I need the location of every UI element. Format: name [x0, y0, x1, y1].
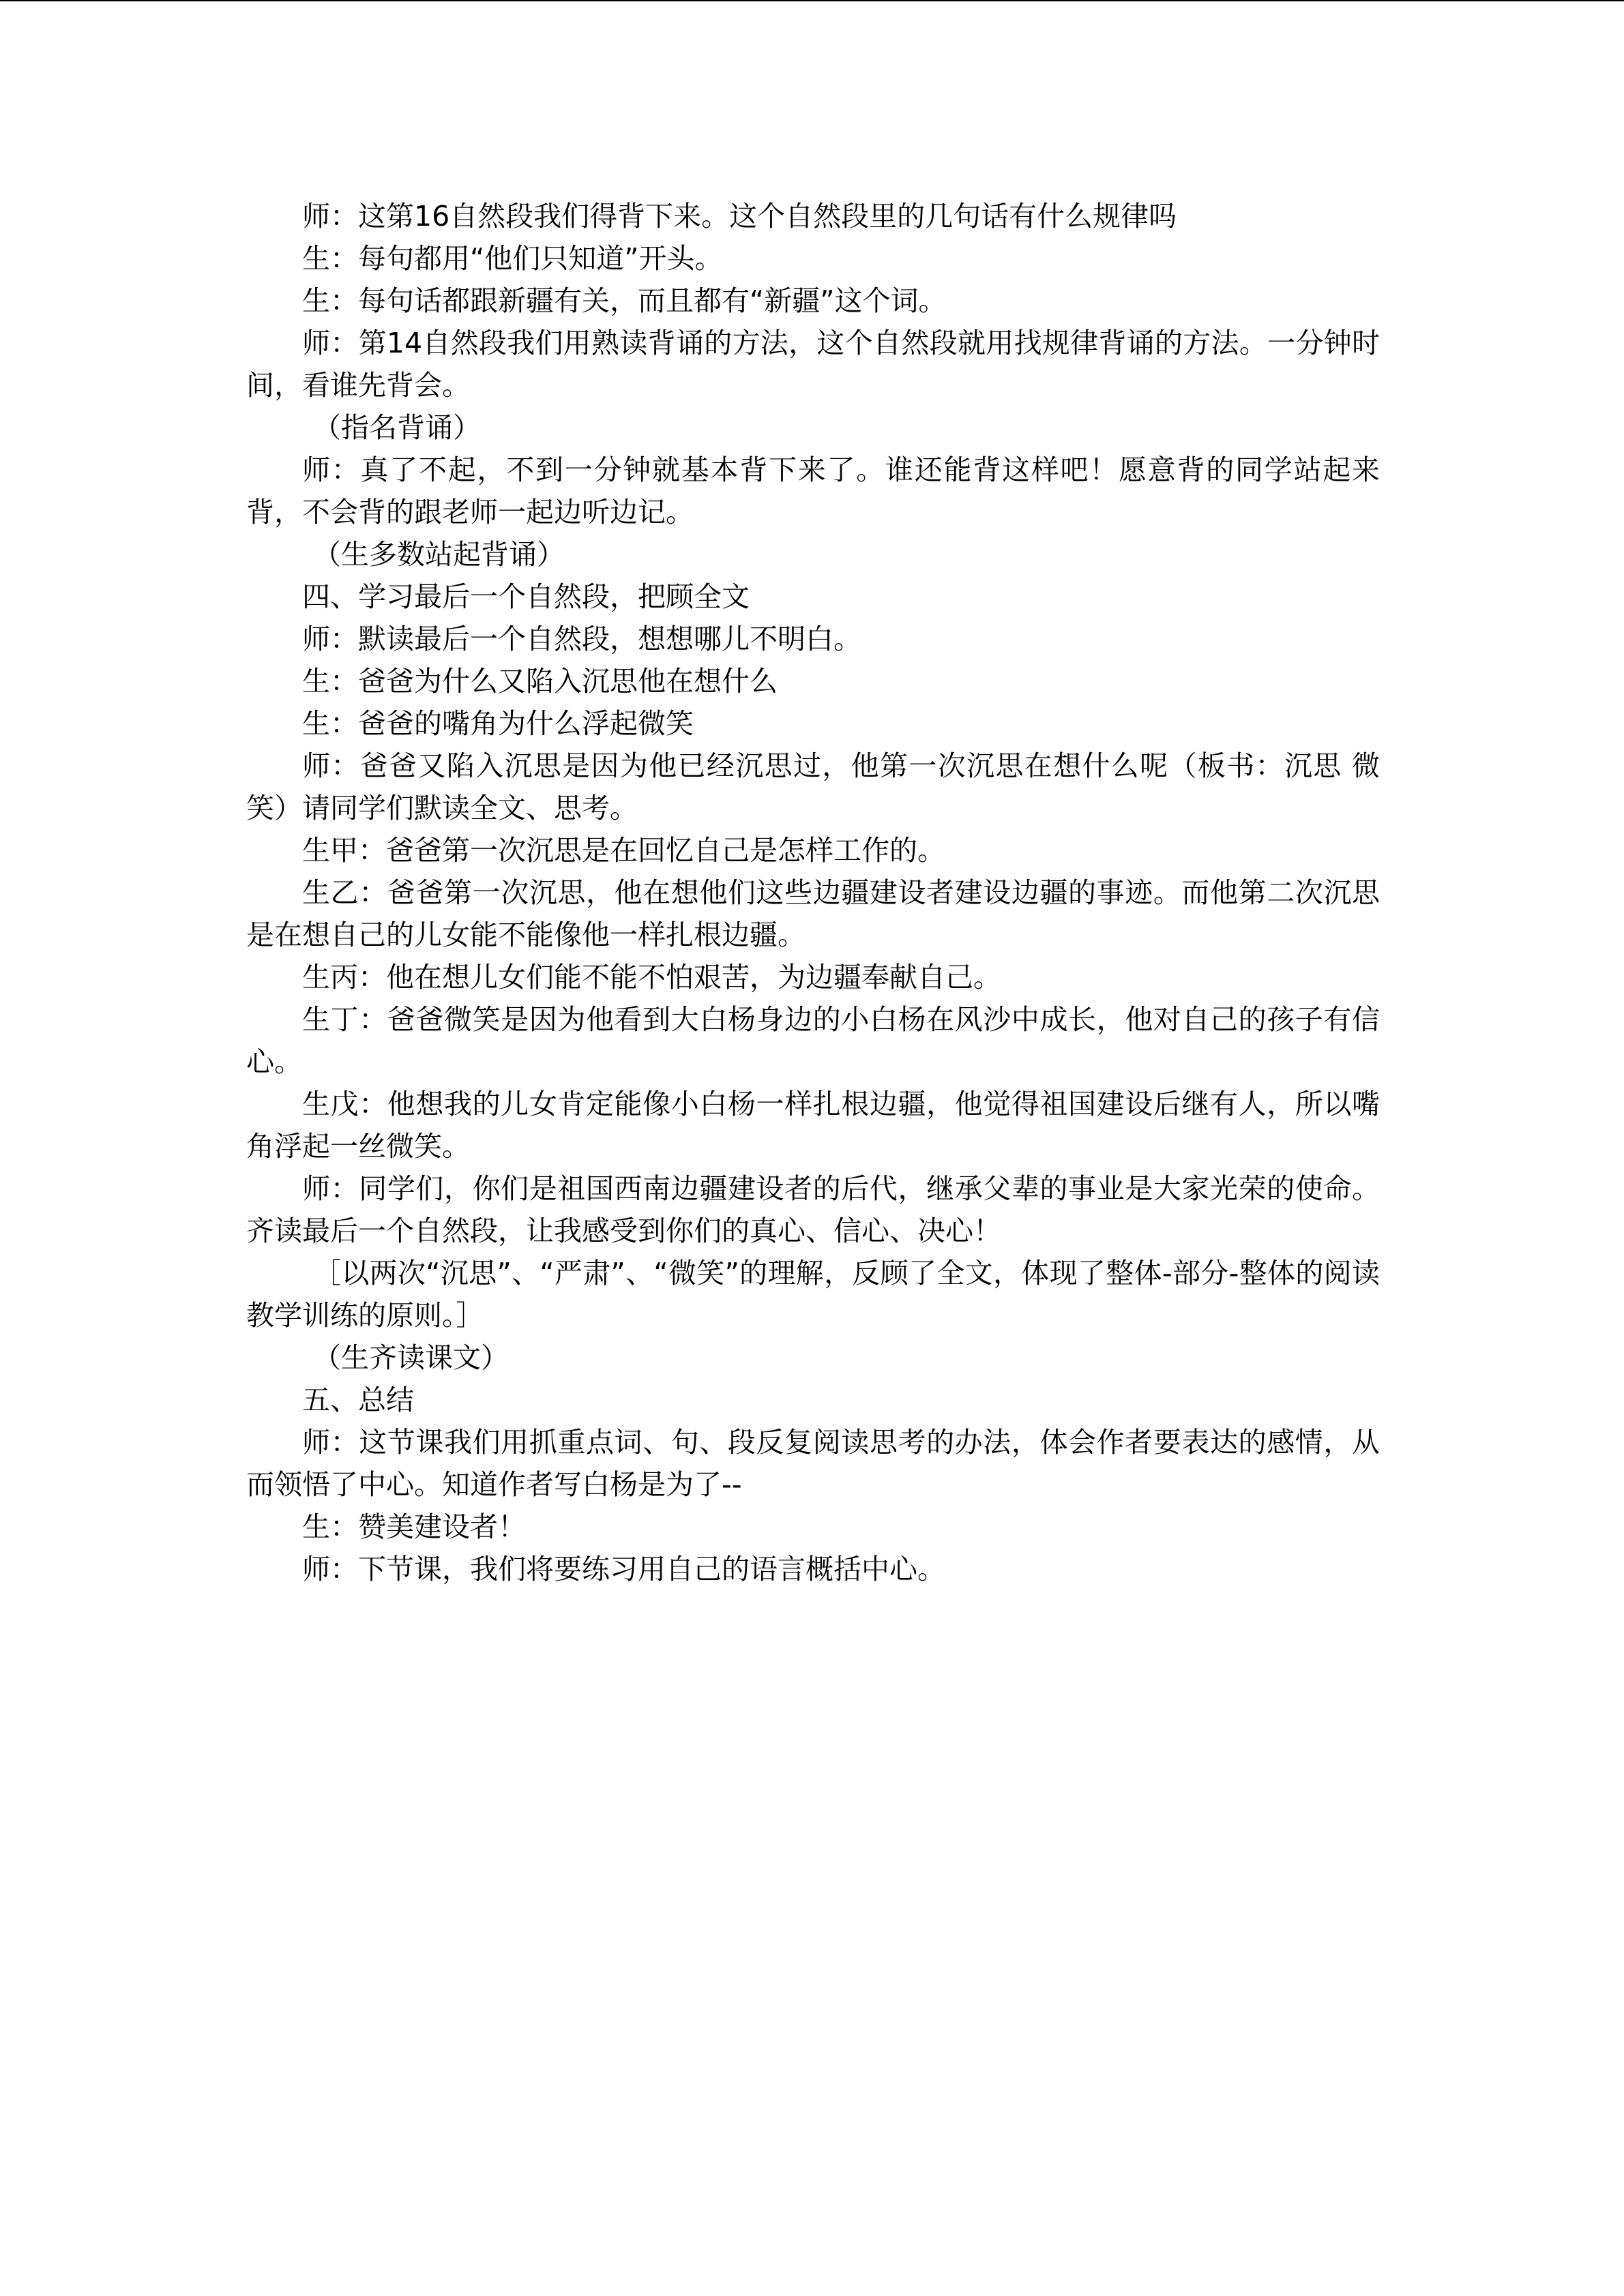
commentary-note: ［以两次“沉思”、“严肃”、“微笑”的理解，反顾了全文，体现了整体-部分-整体的阅读教学训练的原则。］ [246, 1257, 1380, 1332]
stage-direction: （生多数站起背诵） [313, 538, 565, 571]
paragraph: 生戊：他想我的儿女肯定能像小白杨一样扎根边疆，他觉得祖国建设后继有人，所以嘴角浮起一丝微笑。 [246, 1088, 1380, 1163]
stage-direction: （生齐读课文） [313, 1341, 509, 1374]
paragraph: 生：爸爸的嘴角为什么浮起微笑 [302, 707, 694, 740]
paragraph: 师：这第16自然段我们得背下来。这个自然段里的几句话有什么规律吗 [302, 200, 1177, 233]
section-heading: 五、总结 [302, 1384, 414, 1416]
paragraph: 生：爸爸为什么又陷入沉思他在想什么 [302, 665, 778, 698]
paragraph: 师：默读最后一个自然段，想想哪儿不明白。 [302, 623, 861, 655]
paragraph: 师：爸爸又陷入沉思是因为他已经沉思过，他第一次沉思在想什么呢（板书：沉思 微笑）请同学们默读全文、思考。 [246, 749, 1380, 824]
paragraph: 师：真了不起，不到一分钟就基本背下来了。谁还能背这样吧！愿意背的同学站起来背，不会背的跟老师一起边听边记。 [246, 453, 1380, 528]
paragraph: 生甲：爸爸第一次沉思是在回忆自己是怎样工作的。 [302, 834, 945, 867]
paragraph: 生：每句都用“他们只知道”开头。 [302, 242, 723, 275]
paragraph: 生乙：爸爸第一次沉思，他在想他们这些边疆建设者建设边疆的事迹。而他第二次沉思是在想自己的儿女能不能像他一样扎根边疆。 [246, 876, 1380, 951]
paragraph: 生：每句话都跟新疆有关，而且都有“新疆”这个词。 [302, 284, 947, 317]
stage-direction: （指名背诵） [313, 411, 481, 444]
document-body [246, 195, 1380, 1590]
paragraph: 师：下节课，我们将要练习用自己的语言概括中心。 [302, 1553, 945, 1585]
paragraph: 师：第14自然段我们用熟读背诵的方法，这个自然段就用找规律背诵的方法。一分钟时间，看谁先背会。 [246, 327, 1380, 402]
section-heading: 四、学习最后一个自然段，把顾全文 [302, 580, 750, 613]
paragraph: 师：同学们，你们是祖国西南边疆建设者的后代，继承父辈的事业是大家光荣的使命。齐读最后一个自然段，让我感受到你们的真心、信心、决心！ [246, 1172, 1380, 1247]
paragraph: 生丁：爸爸微笑是因为他看到大白杨身边的小白杨在风沙中成长，他对自己的孩子有信心。 [246, 1003, 1380, 1078]
paragraph: 生：赞美建设者！ [302, 1510, 526, 1543]
paragraph: 师：这节课我们用抓重点词、句、段反复阅读思考的办法，体会作者要表达的感情，从而领悟了中心。知道作者写白杨是为了-- [246, 1426, 1380, 1501]
paragraph: 生丙：他在想儿女们能不能不怕艰苦，为边疆奉献自己。 [302, 961, 1001, 994]
